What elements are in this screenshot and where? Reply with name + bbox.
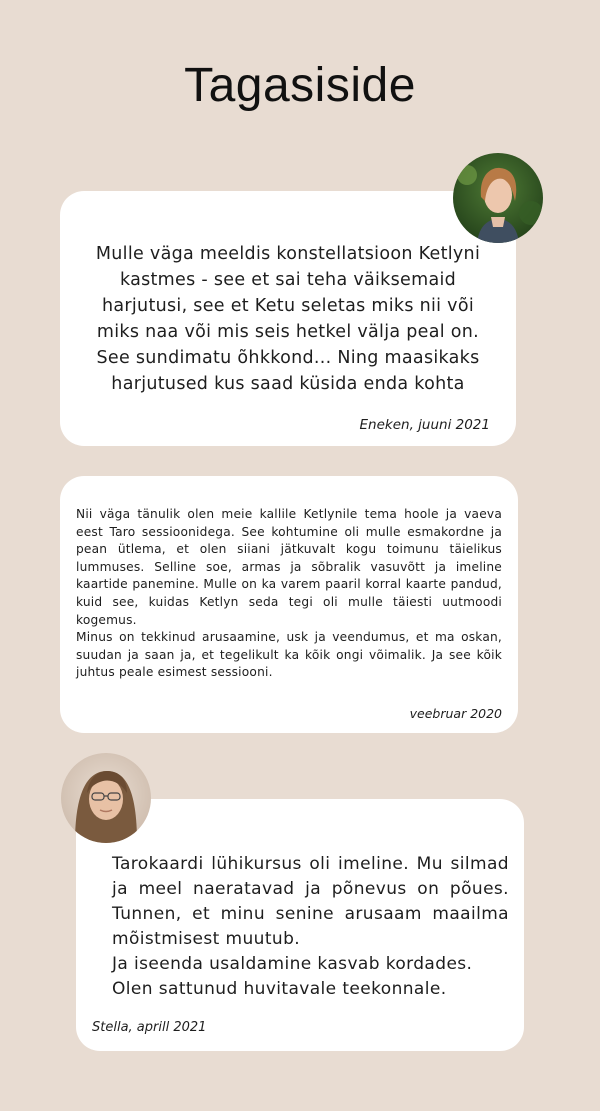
page-title: Tagasiside xyxy=(184,59,416,112)
woman-portrait-icon xyxy=(453,153,543,243)
testimonial-line: Olen sattunud huvitavale teekonnale. xyxy=(112,979,447,999)
testimonial-card-1 xyxy=(60,191,516,446)
avatar xyxy=(61,753,151,843)
testimonial-text xyxy=(112,852,509,1002)
testimonial-paragraph: Tarokaardi lühikursus oli imeline. Mu silmad ja meel naeratavad ja põnevus on põues. Tunnen, et minu senine arusaam maailma mõistmisest muutub. xyxy=(112,854,509,949)
testimonial-signature: Eneken, juuni 2021 xyxy=(359,417,490,433)
testimonial-line: Ja iseenda usaldamine kasvab kordades. xyxy=(112,954,473,974)
testimonial-text: Mulle väga meeldis konstellatsioon Ketlyni kastmes - see et sai teha väiksemaid harjutusi, see et Ketu seletas miks nii või miks naa või mis seis hetkel välja peal on. See sundimatu õhkkond... Ning maasikaks harjutused kus saad küsida enda kohta xyxy=(95,244,481,394)
woman-portrait-icon xyxy=(61,753,151,843)
testimonial-paragraph: Nii väga tänulik olen meie kallile Ketlynile tema hoole ja vaeva eest Taro sessioonidega. See kohtumine oli mulle esmakordne ja pean ütlema, et olen siiani jätkuvalt kogu toimunu täielikus lummuses. Selline soe, armas ja sõbralik vasuvõtt ja imeline kaartide panemine. Mulle on ka varem paaril korral kaarte pandud, kuid see, kuidas Ketlyn seda tegi oli mulle täiesti uutmoodi kogemus. xyxy=(76,507,502,627)
testimonial-card-3 xyxy=(76,799,524,1051)
testimonial-card-2 xyxy=(60,476,518,733)
avatar xyxy=(453,153,543,243)
testimonial-text xyxy=(76,506,502,682)
testimonial-signature: veebruar 2020 xyxy=(409,706,502,721)
testimonial-paragraph: Minus on tekkinud arusaamine, usk ja veendumus, et ma oskan, suudan ja saan ja, et tegelikult ka kõik ongi võimalik. Ja see kõik juhtus peale esimest sessiooni. xyxy=(76,630,502,680)
testimonial-signature: Stella, aprill 2021 xyxy=(92,1020,207,1035)
